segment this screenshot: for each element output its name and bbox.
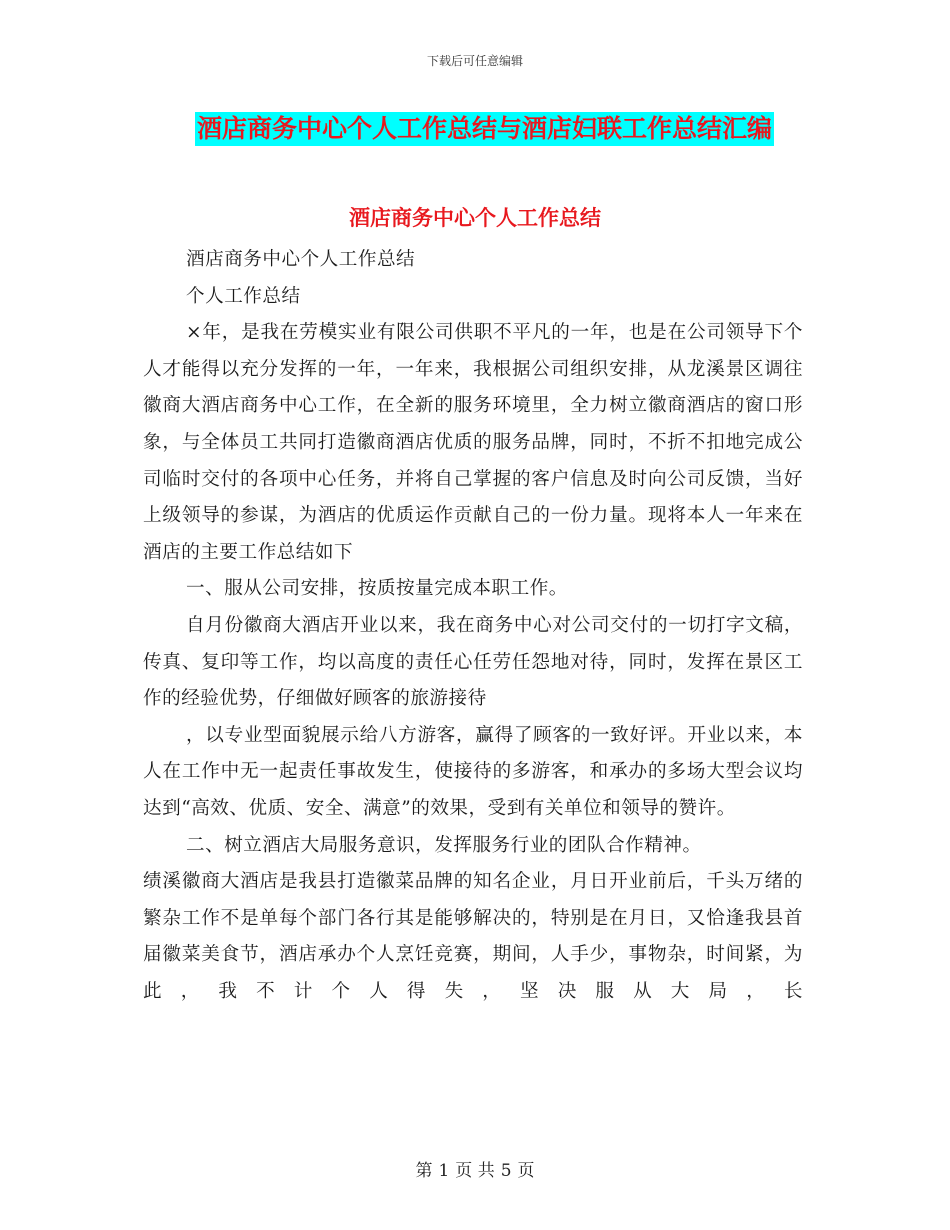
document-title: 酒店商务中心个人工作总结与酒店妇联工作总结汇编 [195, 112, 774, 146]
page-footer [0, 1156, 950, 1181]
footer-total-pages: 5 [500, 1161, 512, 1181]
footer-middle: 页 共 [455, 1161, 495, 1181]
paragraph-section-one-continued: ，以专业型面貌展示给八方游客，赢得了顾客的一致好评。开业以来，本人在工作中无一起责任事故发生，使接待的多游客，和承办的多场大型会议均达到“高效、优质、安全、满意”的效果，受到有关单位和领导的赞许。 [143, 724, 803, 819]
section-title: 酒店商务中心个人工作总结 [349, 205, 601, 230]
paragraph-section-two-body: 绩溪徽商大酒店是我县打造徽菜品牌的知名企业，月日开业前后，千头万绪的繁杂工作不是单每个部门各行其是能够解决的，特别是在月日，又恰逢我县首届徽菜美食节，酒店承办个人烹饪竞赛，期间，人手少，事物杂，时间紧，为此，我不计个人得失，坚决服从大局，长 [143, 871, 803, 1002]
paragraph-subtitle: 酒店商务中心个人工作总结 [186, 249, 416, 270]
paragraph-section-two-heading: 二、树立酒店大局服务意识，发挥服务行业的团队合作精神。 [186, 834, 702, 856]
document-body [143, 242, 803, 1010]
header-note: 下载后可任意编辑 [426, 54, 523, 68]
paragraph-section-one-body: 自月份徽商大酒店开业以来，我在商务中心对公司交付的一切打字文稿，传真、复印等工作，均以高度的责任心任劳任怨地对待，同时，发挥在景区工作的经验优势，仔细做好顾客的旅游接待 [143, 614, 803, 710]
footer-prefix: 第 [415, 1161, 433, 1181]
paragraph-intro: ×年，是我在劳模实业有限公司供职不平凡的一年，也是在公司领导下个人才能得以充分发挥的一年，一年来，我根据公司组织安排，从龙溪景区调往徽商大酒店商务中心工作，在全新的服务环境里，全力树立徽商酒店的窗口形象，与全体员工共同打造徽商酒店优质的服务品牌，同时，不折不扣地完成公司临时交付的各项中心任务，并将自己掌握的客户信息及时向公司反馈，当好上级领导的参谋，为酒店的优质运作贡献自己的一份力量。现将本人一年来在酒店的主要工作总结如下 [143, 322, 803, 563]
footer-current-page: 1 [438, 1161, 450, 1181]
paragraph-heading: 个人工作总结 [186, 285, 301, 307]
footer-suffix: 页 [517, 1161, 535, 1181]
paragraph-section-one-heading: 一、服从公司安排，按质按量完成本职工作。 [186, 578, 568, 600]
